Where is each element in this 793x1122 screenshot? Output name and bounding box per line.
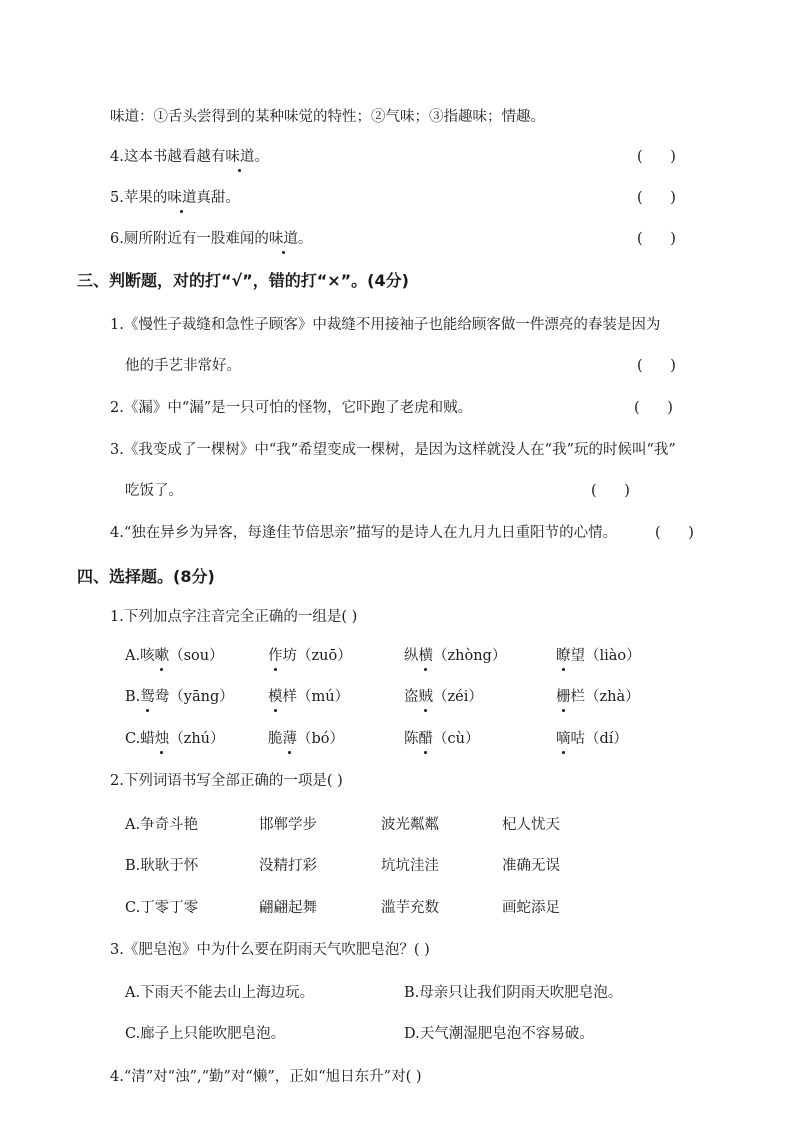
choice-q3-option-d[interactable]: D.天气潮湿肥皂泡不容易破。 <box>404 1026 594 1042</box>
dotted-word: 味道 <box>167 190 197 206</box>
choice-q2-word: 滥芋充数 <box>381 900 439 916</box>
section-3-title: 三、判断题，对的打“√”，错的打“×”。(4分) <box>77 271 409 290</box>
answer-bracket[interactable]: ( ) <box>637 231 676 247</box>
choice-q1-option[interactable]: 栅栏（zhà） <box>556 689 640 705</box>
choice-q1-option[interactable]: 瞭望（liào） <box>556 648 641 664</box>
choice-q1-option[interactable]: A.咳嗽（sou） <box>125 648 224 664</box>
choice-q1-option[interactable]: 嘀咕（dí） <box>556 731 628 747</box>
choice-q3-stem: 3.《肥皂泡》中为什么要在阴雨天气吹肥皂泡？( ) <box>110 942 430 958</box>
true-false-q2: 2.《漏》中“漏”是一只可怕的怪物，它吓跑了老虎和贼。 <box>110 400 473 416</box>
choice-q1-option[interactable]: 模样（mú） <box>268 689 350 705</box>
choice-q3-option-b[interactable]: B.母亲只让我们阴雨天吹肥皂泡。 <box>404 985 623 1001</box>
choice-q1-option[interactable]: 脆薄（bó） <box>268 731 345 747</box>
choice-q1-option[interactable]: C.蜡烛（zhú） <box>125 731 225 747</box>
choice-q1-option[interactable]: 作坊（zuō） <box>268 648 352 664</box>
dotted-word: 味道 <box>268 231 298 247</box>
choice-q2-word: 坑坑洼洼 <box>381 858 439 874</box>
answer-bracket[interactable]: ( ) <box>634 400 673 416</box>
answer-bracket[interactable]: ( ) <box>637 149 676 165</box>
choice-q2-option[interactable]: A.争奇斗艳 <box>125 817 199 833</box>
section-4-title: 四、选择题。(8分) <box>77 567 215 586</box>
choice-q2-option[interactable]: C.丁零丁零 <box>125 900 199 916</box>
answer-bracket[interactable]: ( ) <box>637 190 676 206</box>
choice-q2-word: 邯郸学步 <box>259 817 317 833</box>
choice-q2-word: 翩翩起舞 <box>259 900 317 916</box>
choice-q2-option[interactable]: B.耿耿于怀 <box>125 858 199 874</box>
true-false-q3-line1: 3.《我变成了一棵树》中“我”希望变成一棵树，是因为这样就没人在“我”玩的时候叫“我” <box>110 442 676 458</box>
choice-q3-option-a[interactable]: A.下雨天不能去山上海边玩。 <box>125 985 315 1001</box>
choice-q3-option-c[interactable]: C.廊子上只能吹肥皂泡。 <box>125 1026 286 1042</box>
judge-item-4: 4.这本书越看越有味道。 <box>110 149 269 165</box>
choice-q2-stem: 2.下列词语书写全部正确的一项是( ) <box>110 773 343 789</box>
judge-item-5: 5.苹果的味道真甜。 <box>110 190 240 206</box>
choice-q2-word: 画蛇添足 <box>502 900 560 916</box>
definition-text: 味道：①舌头尝得到的某种味觉的特性；②气味；③指趣味；情趣。 <box>110 109 545 125</box>
choice-q2-word: 没精打彩 <box>259 858 317 874</box>
true-false-q4: 4.“独在异乡为异客，每逢佳节倍思亲”描写的是诗人在九月九日重阳节的心情。 <box>110 525 618 541</box>
answer-bracket[interactable]: ( ) <box>655 525 694 541</box>
true-false-q1-line1: 1.《慢性子裁缝和急性子顾客》中裁缝不用接袖子也能给顾客做一件漂亮的春装是因为 <box>110 317 661 333</box>
choice-q2-word: 准确无误 <box>502 858 560 874</box>
choice-q2-word: 杞人忧天 <box>502 817 560 833</box>
choice-q1-stem: 1.下列加点字注音完全正确的一组是( ) <box>110 609 358 625</box>
choice-q1-option[interactable]: B.鸳鸯（yāng） <box>125 689 234 705</box>
choice-q2-word: 波光粼粼 <box>381 817 439 833</box>
true-false-q3-line2: 吃饭了。 <box>125 483 183 499</box>
dotted-word: 味道 <box>225 149 255 165</box>
choice-q4-stem: 4.“清”对“浊”,“勤”对“懒”，正如“旭日东升”对( ) <box>110 1069 422 1085</box>
answer-bracket[interactable]: ( ) <box>637 358 676 374</box>
choice-q1-option[interactable]: 陈醋（cù） <box>404 731 480 747</box>
choice-q1-option[interactable]: 盗贼（zéi） <box>404 689 483 705</box>
judge-item-6: 6.厕所附近有一股难闻的味道。 <box>110 231 313 247</box>
choice-q1-option[interactable]: 纵横（zhòng） <box>404 648 507 664</box>
answer-bracket[interactable]: ( ) <box>591 483 630 499</box>
true-false-q1-line2: 他的手艺非常好。 <box>125 358 241 374</box>
